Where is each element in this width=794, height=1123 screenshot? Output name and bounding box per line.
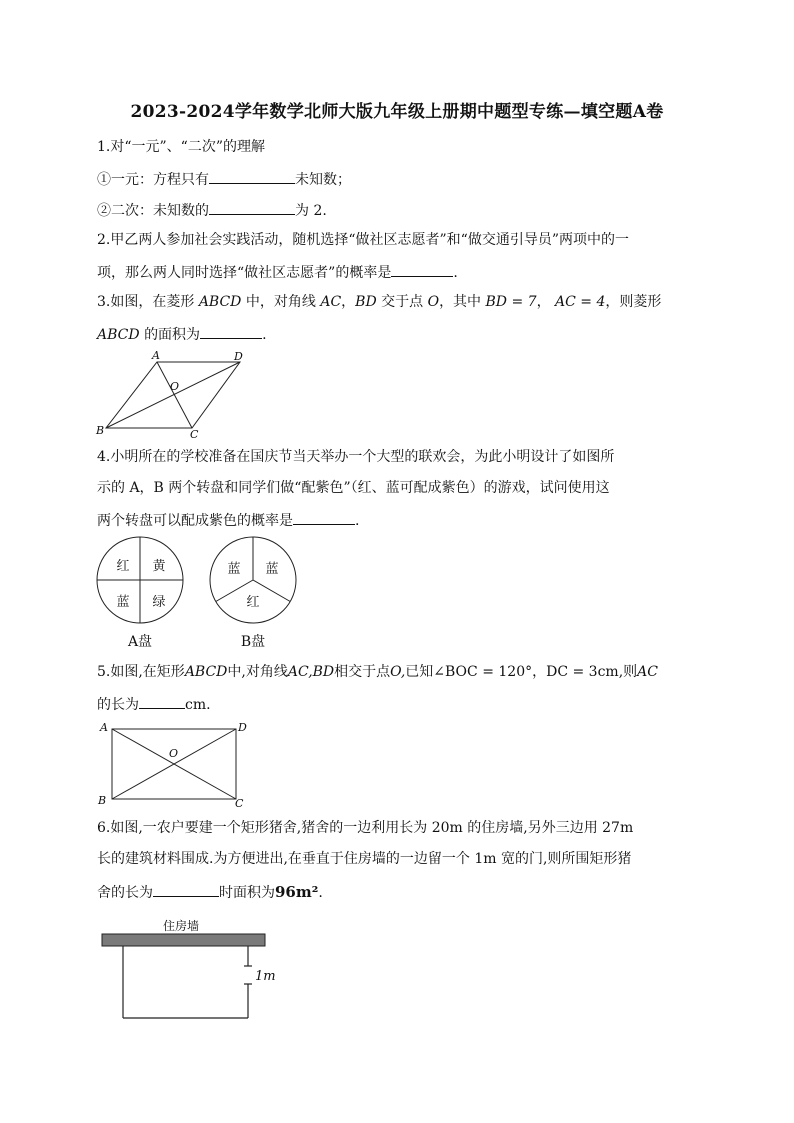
answer-blank[interactable] <box>153 881 219 897</box>
answer-blank[interactable] <box>139 693 185 709</box>
q4-line-3: 两个转盘可以配成紫色的概率是 . <box>97 509 359 531</box>
vertex-d-label: D <box>234 350 243 363</box>
q2-line-2: 项，那么两人同时选择“做社区志愿者”的概率是 . <box>97 261 458 283</box>
pigpen-figure <box>98 912 278 1027</box>
answer-blank[interactable] <box>391 261 453 277</box>
answer-blank[interactable] <box>209 168 295 184</box>
q4-line-2: 示的 A，B 两个转盘和同学们做“配紫色”（红、蓝可配成紫色）的游戏，试问使用这 <box>97 480 610 496</box>
spinner-a-yellow: 黄 <box>152 559 166 574</box>
vertex-c-label: C <box>190 428 199 438</box>
q2-line-1: 2.甲乙两人参加社会实践活动，随机选择“做社区志愿者”和“做交通引导员”两项中的一 <box>97 232 629 248</box>
answer-blank[interactable] <box>209 199 295 215</box>
wall-label: 住房墙 <box>163 919 200 933</box>
diagonal-bd <box>106 362 240 428</box>
q6-line-1: 6.如图,一农户要建一个矩形猪舍,猪舍的一边利用长为 20m 的住房墙,另外三边用 27m <box>97 820 634 836</box>
q1-stem: 1.对“一元”、“二次”的理解 <box>97 139 265 155</box>
spinner-b-caption: B盘 <box>240 634 266 650</box>
answer-blank[interactable] <box>200 323 262 339</box>
q1-part-b: ②二次：未知数的 为 2. <box>97 199 327 221</box>
diagonal-ac <box>157 362 192 428</box>
spinner-b-blue-left: 蓝 <box>227 562 241 577</box>
q3-line-1: 3.如图，在菱形 ABCD 中，对角线 AC，BD 交于点 O，其中 BD = 7， AC = 4，则菱形 <box>97 294 662 310</box>
q6-line-2: 长的建筑材料围成.为方便进出,在垂直于住房墙的一边留一个 1m 宽的门,则所围矩形猪 <box>97 851 632 867</box>
vertex-b-label: B <box>96 424 105 437</box>
vertex-c-label: C <box>235 797 244 810</box>
area-value: 96m² <box>275 883 319 901</box>
answer-blank[interactable] <box>293 509 355 525</box>
spinner-a-blue: 蓝 <box>116 595 130 610</box>
spinner-a-green: 绿 <box>152 595 166 610</box>
q1-part-a: ①一元：方程只有 未知数； <box>97 168 351 190</box>
spinner-b-blue-right: 蓝 <box>265 562 279 577</box>
q3-line-2: ABCD 的面积为 . <box>97 323 267 345</box>
q5-line-1: 5.如图,在矩形ABCD中,对角线AC,BD相交于点O,已知∠BOC = 120°，DC = 3cm,则AC <box>97 664 658 680</box>
vertex-a-label: A <box>152 349 160 362</box>
vertex-b-label: B <box>98 794 107 807</box>
q4-line-1: 4.小明所在的学校准备在国庆节当天举办一个大型的联欢会，为此小明设计了如图所 <box>97 449 615 465</box>
center-o-label: O <box>170 380 180 393</box>
rectangle-figure <box>92 718 262 813</box>
spinner-a-red: 红 <box>116 559 130 574</box>
spinner-figure <box>92 535 312 655</box>
center-o-label: O <box>169 747 179 760</box>
rhombus-figure <box>92 348 252 438</box>
spinner-a-caption: A盘 <box>127 634 153 650</box>
spinner-b-red: 红 <box>246 595 260 610</box>
page-title: 2023-2024学年数学北师大版九年级上册期中题型专练—填空题A卷 <box>130 102 664 122</box>
vertex-d-label: D <box>238 721 247 734</box>
vertex-a-label: A <box>100 721 108 734</box>
q6-line-3: 舍的长为 时面积为96m². <box>97 883 323 901</box>
house-wall <box>102 934 265 946</box>
door-width-label: 1m <box>255 969 276 984</box>
q5-line-2: 的长为 cm. <box>97 693 211 715</box>
